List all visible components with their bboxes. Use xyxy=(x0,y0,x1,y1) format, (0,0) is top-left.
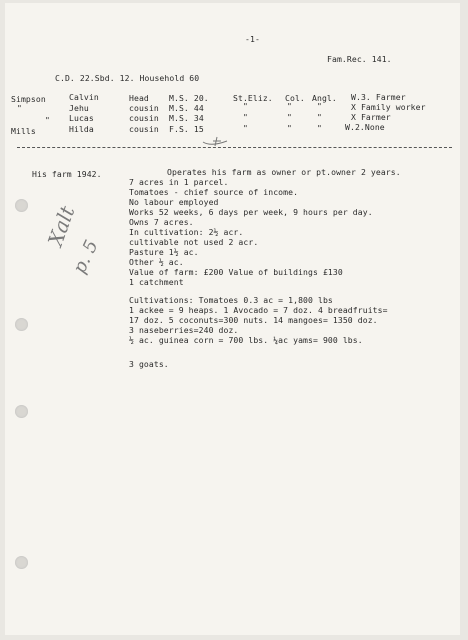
punch-hole xyxy=(15,556,28,569)
parish: " xyxy=(243,101,248,111)
farm-line: Pasture 1½ ac. xyxy=(129,247,199,257)
race: " xyxy=(287,123,292,133)
page-number: -1- xyxy=(245,34,260,44)
marital-age: M.S. 44 xyxy=(169,103,204,113)
farm-line: cultivable not used 2 acr. xyxy=(129,237,259,247)
farm-line: Other ½ ac. xyxy=(129,257,184,267)
race: " xyxy=(287,101,292,111)
farm-line: Owns 7 acres. xyxy=(129,217,194,227)
parish: St.Eliz. xyxy=(233,93,273,103)
relation: cousin xyxy=(129,113,159,123)
marital-age: F.S. 15 xyxy=(169,124,204,134)
farm-line: Works 52 weeks, 6 days per week, 9 hours per day. xyxy=(129,207,373,217)
relation: cousin xyxy=(129,103,159,113)
farm-line: In cultivation: 2½ acr. xyxy=(129,227,244,237)
farm-line: 1 catchment xyxy=(129,277,184,287)
marital-age: M.S. 20. xyxy=(169,93,209,103)
punch-hole xyxy=(15,318,28,331)
farm-line: Operates his farm as owner or pt.owner 2 years. xyxy=(167,167,401,177)
cultivation-line: Cultivations: Tomatoes 0.3 ac = 1,800 lbs xyxy=(129,295,333,305)
cultivation-line: 1 ackee = 9 heaps. 1 Avocado = 7 doz. 4 breadfruits= xyxy=(129,305,388,315)
parish: " xyxy=(243,112,248,122)
farm-line: No labour employed xyxy=(129,197,219,207)
marital-age: M.S. 34 xyxy=(169,113,204,123)
farm-line: Tomatoes - chief source of income. xyxy=(129,187,299,197)
section-label: His farm 1942. xyxy=(32,169,102,179)
first-name: Calvin xyxy=(69,92,99,102)
church: " xyxy=(317,101,322,111)
occupation: X Family worker xyxy=(351,102,426,112)
family-record-number: Fam.Rec. 141. xyxy=(327,54,392,64)
farm-line: 7 acres in 1 parcel. xyxy=(129,177,229,187)
dashed-divider xyxy=(17,147,452,148)
relation: Head xyxy=(129,93,149,103)
church: " xyxy=(317,112,322,122)
occupation: W.3. Farmer xyxy=(351,92,406,102)
cultivation-line: 17 doz. 5 coconuts=300 nuts. 14 mangoes= 1350 doz. xyxy=(129,315,378,325)
first-name: Lucas xyxy=(69,113,94,123)
race: Col. xyxy=(285,93,305,103)
first-name: Hilda xyxy=(69,124,94,134)
household-reference: C.D. 22.Sbd. 12. Household 60 xyxy=(55,73,200,83)
first-name: Jehu xyxy=(69,103,89,113)
surname: Mills xyxy=(11,126,36,136)
surname: " xyxy=(45,115,50,125)
pencil-note: Xalt xyxy=(43,202,80,250)
surname: " xyxy=(17,103,22,113)
occupation: X Farmer xyxy=(351,112,391,122)
livestock-line: 3 goats. xyxy=(129,359,169,369)
cultivation-line: 3 naseberries=240 doz. xyxy=(129,325,239,335)
relation: cousin xyxy=(129,124,159,134)
race: " xyxy=(287,112,292,122)
church: " xyxy=(317,123,322,133)
punch-hole xyxy=(15,199,28,212)
church: Angl. xyxy=(312,93,337,103)
farm-line: Value of farm: £200 Value of buildings £130 xyxy=(129,267,343,277)
punch-hole xyxy=(15,405,28,418)
parish: " xyxy=(243,123,248,133)
surname: Simpson xyxy=(11,94,46,104)
pencil-page-reference: p. 5 xyxy=(69,236,103,277)
occupation: W.2.None xyxy=(345,122,385,132)
cultivation-line: ½ ac. guinea corn = 700 lbs. ¼ac yams= 900 lbs. xyxy=(129,335,363,345)
document-page xyxy=(5,3,460,635)
